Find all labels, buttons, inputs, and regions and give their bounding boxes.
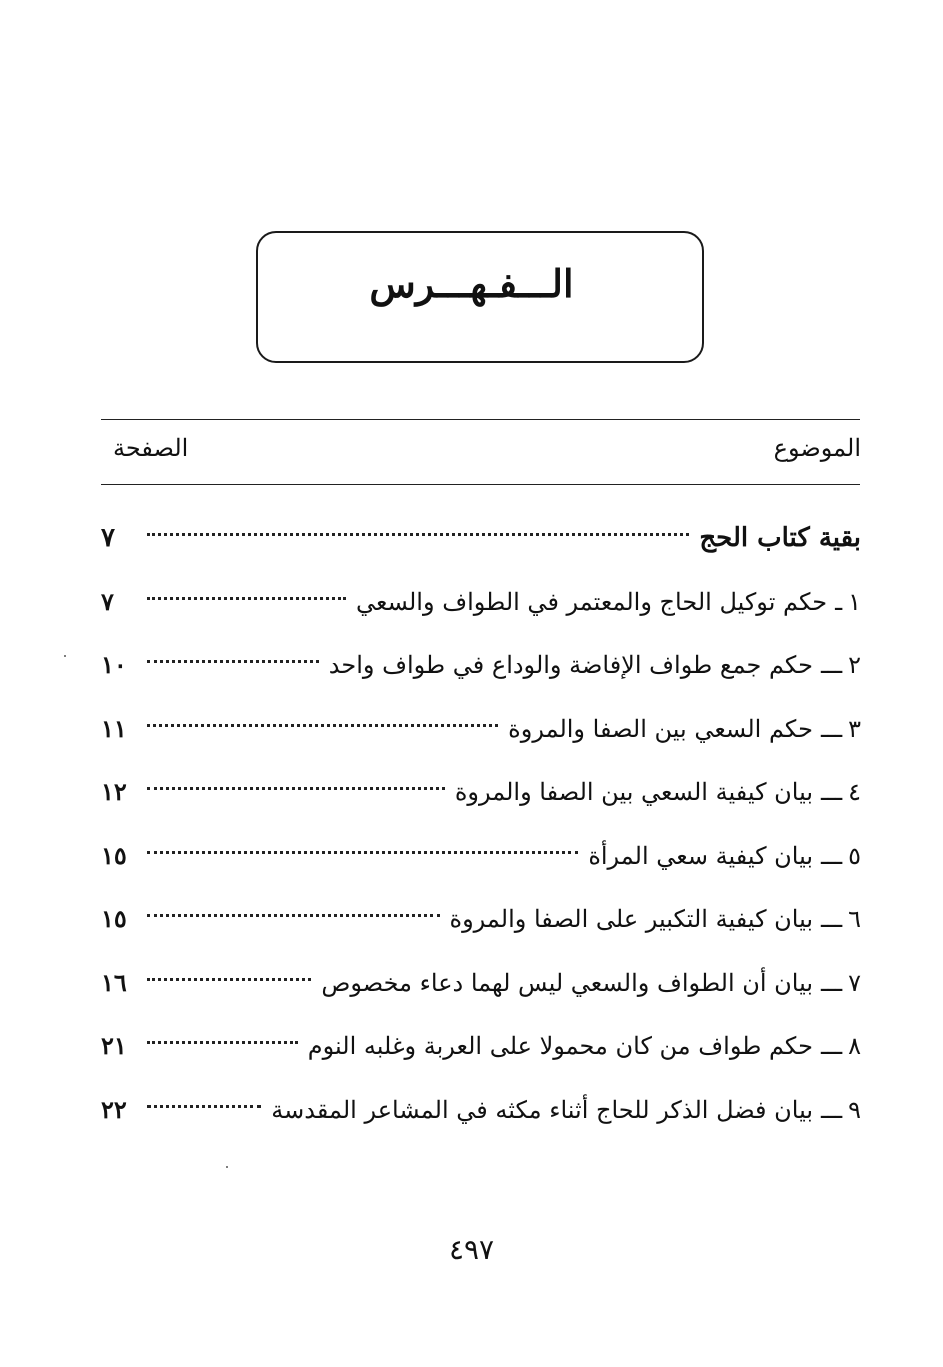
toc-entry	[101, 828, 861, 892]
page-title: الـــفـهـــرس	[369, 261, 574, 306]
toc-entry	[101, 574, 861, 638]
entry-text: بيان كيفية التكبير على الصفا والمروة	[449, 905, 814, 933]
entry-text: حكم جمع طواف الإفاضة والوداع في طواف واحد	[328, 651, 814, 679]
entry-text: حكم طواف من كان محمولا على العربة وغلبه النوم	[307, 1032, 814, 1060]
entry-number: ٦	[848, 905, 861, 933]
entry-page-number: ٢٢	[101, 1094, 127, 1124]
dot-leader	[147, 851, 578, 854]
toc-entry	[101, 637, 861, 701]
toc-list	[101, 510, 861, 1145]
entry-number: ٧	[848, 968, 861, 997]
dot-leader	[147, 597, 346, 600]
entry-text: حكم السعي بين الصفا والمروة	[508, 714, 814, 743]
dot-leader	[147, 787, 445, 790]
dot-leader	[147, 978, 311, 981]
toc-entry	[101, 701, 861, 765]
entry-page-number: ١٦	[101, 967, 127, 997]
page-folio-number: ٤٩٧	[448, 1233, 495, 1266]
entry-number: ٤	[848, 778, 861, 806]
entry-page-number: ١٠	[101, 650, 127, 679]
entry-number: ٢	[848, 651, 861, 679]
entry-page-number: ١٥	[101, 904, 127, 933]
entry-text: بيان كيفية السعي بين الصفا والمروة	[454, 778, 814, 806]
entry-text: بيان فضل الذكر للحاج أثناء مكثه في المشاعر المقدسة	[271, 1095, 814, 1124]
dot-leader	[147, 724, 498, 727]
toc-entry	[101, 891, 861, 955]
entry-number: ١	[848, 587, 861, 616]
column-header-page: الصفحة	[113, 434, 189, 462]
entry-page-number: ١٥	[101, 840, 127, 870]
entry-text: حكم توكيل الحاج والمعتمر في الطواف والسعي	[356, 587, 828, 616]
entry-dash: ـــ	[821, 714, 843, 743]
entry-dash: ـــ	[821, 968, 843, 997]
scan-speck	[226, 1166, 228, 1168]
entry-dash: ـــ	[821, 1095, 843, 1124]
entry-page-number: ١١	[101, 713, 127, 743]
header-rule-bottom	[101, 484, 860, 485]
toc-entry	[101, 1082, 861, 1146]
toc-entry	[101, 1018, 861, 1082]
entry-dash: ـــ	[821, 1032, 843, 1060]
dot-leader	[147, 914, 440, 917]
column-header-topic: الموضوع	[773, 434, 861, 462]
entry-dash: ـــ	[821, 651, 843, 679]
entry-page-number: ٧	[101, 523, 115, 553]
toc-section-heading	[101, 510, 861, 574]
entry-number: ٣	[848, 714, 861, 743]
dot-leader	[147, 533, 689, 536]
toc-entry	[101, 955, 861, 1019]
entry-dash: ـــ	[821, 778, 843, 806]
entry-dash: ـــ	[821, 841, 843, 870]
entry-dash: ـــ	[821, 905, 843, 933]
scan-speck	[64, 655, 66, 657]
entry-number: ٨	[848, 1032, 861, 1060]
entry-page-number: ١٢	[101, 777, 127, 806]
entry-number: ٥	[848, 841, 861, 870]
entry-page-number: ٧	[101, 586, 114, 616]
entry-number: ٩	[848, 1095, 861, 1124]
dot-leader	[147, 660, 319, 663]
entry-text: بقية كتاب الحج	[699, 523, 861, 553]
entry-page-number: ٢١	[101, 1031, 127, 1060]
entry-text: بيان أن الطواف والسعي ليس لهما دعاء مخصوص	[321, 968, 814, 997]
entry-text: بيان كيفية سعي المرأة	[588, 841, 814, 870]
header-rule-top	[101, 419, 860, 420]
dot-leader	[147, 1041, 298, 1044]
entry-dash: ـ	[835, 587, 843, 616]
dot-leader	[147, 1105, 261, 1108]
toc-entry	[101, 764, 861, 828]
